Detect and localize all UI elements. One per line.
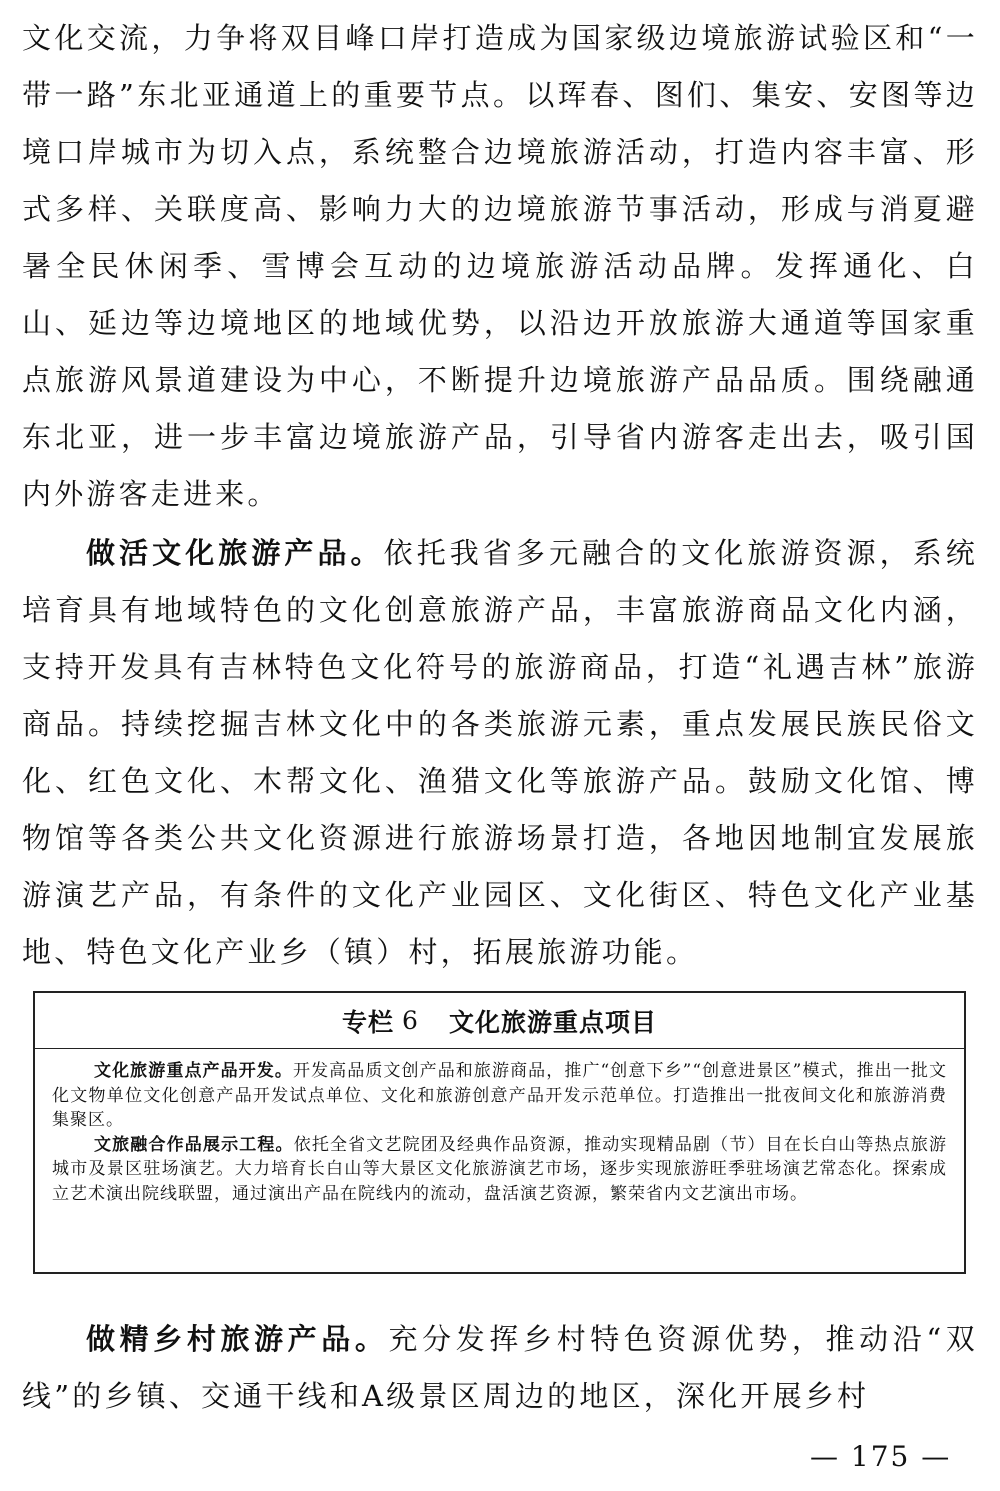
column-item-text: 开发高品质文创产品和旅游商品，推广“创意下乡”“创意进景区”模式，推出一批文化文物单位文化创意产品开发试点单位、文化和旅游创意产品开发示范单位。打造推出一批夜间文化和旅游消费集聚区。 [52, 1061, 948, 1130]
paragraph-lead: 做活文化旅游产品。 [86, 536, 384, 570]
column-item [52, 1133, 947, 1207]
paragraph-text: 充分发挥乡村特色资源优势，推动沿“双线”的乡镇、交通干线和A级景区周边的地区，深化开展乡村 [22, 1322, 978, 1413]
column-item-lead: 文旅融合作品展示工程。 [94, 1134, 294, 1155]
paragraph-rural-tourism [22, 1311, 978, 1425]
column-item-text: 依托全省文艺院团及经典作品资源，推动实现精品剧（节）目在长白山等热点旅游城市及景区驻场演艺。大力培育长白山等大景区文化旅游演艺市场，逐步实现旅游旺季驻场演艺常态化。探索成立艺术演出院线联盟，通过演出产品在院线内的流动，盘活演艺资源，繁荣省内文艺演出市场。 [52, 1134, 948, 1204]
column-number: 6 [402, 1006, 419, 1035]
column-title: 文化旅游重点项目 [448, 1007, 657, 1037]
column-box-body [35, 1049, 964, 1206]
column-item [52, 1059, 947, 1133]
paragraph-border-tourism [22, 10, 978, 523]
column-item-lead: 文化旅游重点产品开发。 [94, 1061, 293, 1081]
page-number: — 175 — [810, 1440, 952, 1473]
paragraph-text: 文化交流，力争将双目峰口岸打造成为国家级边境旅游试验区和“一带一路”东北亚通道上的重要节点。以珲春、图们、集安、安图等边境口岸城市为切入点，系统整合边境旅游活动，打造内容丰富、形式多样、关联度高、影响力大的边境旅游节事活动，形成与消夏避暑全民休闲季、雪博会互动的边境旅游活动品牌。发挥通化、白山、延边等边境地区的地域优势，以沿边开放旅游大通道等国家重点旅游风景道建设为中心，不断提升边境旅游产品品质。围绕融通东北亚，进一步丰富边境旅游产品，引导省内游客走出去，吸引国内外游客走进来。 [22, 21, 978, 511]
column-label: 专栏 [342, 1007, 395, 1037]
paragraph-cultural-tourism [22, 525, 978, 981]
column-box [33, 991, 966, 1274]
column-box-heading [35, 993, 964, 1049]
paragraph-lead: 做精乡村旅游产品。 [86, 1322, 389, 1356]
paragraph-text: 依托我省多元融合的文化旅游资源，系统培育具有地域特色的文化创意旅游产品，丰富旅游商品文化内涵，支持开发具有吉林特色文化符号的旅游商品，打造“礼遇吉林”旅游商品。持续挖掘吉林文化中的各类旅游元素，重点发展民族民俗文化、红色文化、木帮文化、渔猎文化等旅游产品。鼓励文化馆、博物馆等各类公共文化资源进行旅游场景打造，各地因地制宜发展旅游演艺产品，有条件的文化产业园区、文化街区、特色文化产业基地、特色文化产业乡（镇）村，拓展旅游功能。 [22, 536, 978, 969]
